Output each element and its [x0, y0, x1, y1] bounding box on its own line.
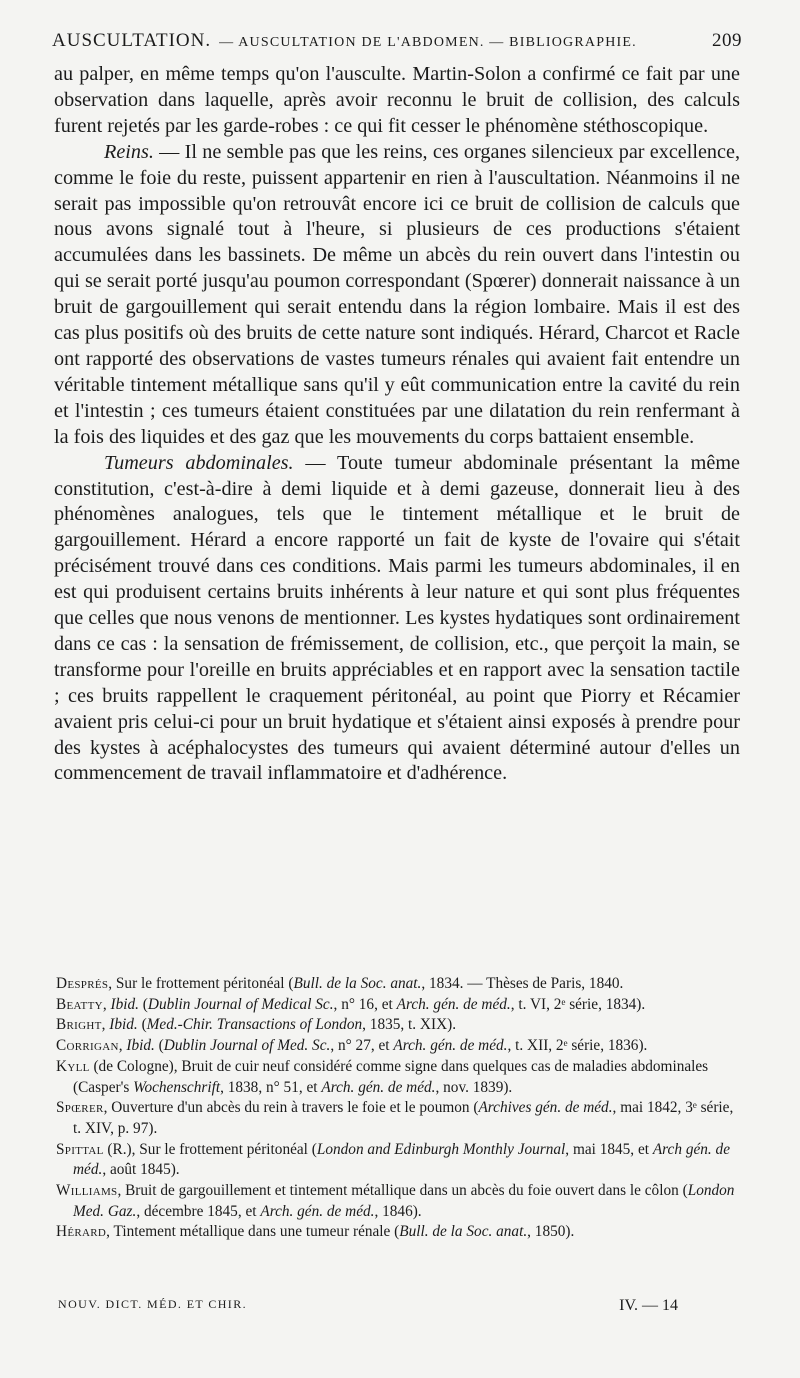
bibliography — [56, 974, 740, 1243]
paragraph-tumeurs-text: — Toute tumeur abdominale présentant la même constitution, c'est-à-dire à demi liquide et à demi gazeuse, donnerait lieu à des phénomènes analogues, tels que le tintement métallique et le bruit de gargouillement. Hérard a encore rapporté un fait de kyste de l'ovaire qui s'était précisément trouvé dans ces conditions. Mais parmi les tumeurs abdominales, il en est qui produisent certains bruits inhérents à leur nature et qui sont plus fréquentes que celles que nous venons de mentionner. Les kystes hydatiques sont ordinairement dans ce cas : la sensation de frémissement, de collision, etc., que perçoit la main, se transforme pour l'oreille en bruits appréciables et en rapport avec la sensation tactile ; ces bruits rappellent le craquement péritonéal, au point que Piorry et Récamier avaient pris celui-ci pour un bruit hydatique et s'étaient ainsi exposés à prendre pour des kystes à acéphalocystes des tumeurs qui avaient déterminé autour d'elles un commencement de travail inflammatoire et d'adhérence. — [54, 451, 740, 785]
paragraph-tumeurs — [54, 451, 740, 788]
paragraph-reins — [54, 140, 740, 451]
bib-entry: Corrigan, Ibid. (Dublin Journal of Med. Sc., n° 27, et Arch. gén. de méd., t. XII, 2ᵉ série, 1836). — [56, 1037, 648, 1055]
bib-entry: Williams, Bruit de gargouillement et tintement métallique dans un abcès du foie ouvert dans le côlon (London Med. Gaz., décembre 1845, et Arch. gén. de méd., 1846). — [56, 1182, 735, 1220]
bib-entry: Kyll (de Cologne), Bruit de cuir neuf considéré comme signe dans quelques cas de maladies abdominales (Casper's Wochenschrift, 1838, n° 51, et Arch. gén. de méd., nov. 1839). — [56, 1057, 709, 1096]
bib-entry: Després, Sur le frottement péritonéal (Bull. de la Soc. anat., 1834. — Thèses de Paris, 1840. — [56, 975, 624, 992]
body-text — [54, 62, 740, 787]
signature-left: NOUV. DICT. MÉD. ET CHIR. — [58, 1297, 248, 1311]
bib-entry: Hérard, Tintement métallique dans une tumeur rénale (Bull. de la Soc. anat., 1850). — [56, 1223, 575, 1241]
signature-right: IV. — 14 — [619, 1297, 678, 1314]
header-title-sub: — AUSCULTATION DE L'ABDOMEN. — BIBLIOGRAPHIE. — [219, 35, 637, 50]
paragraph-reins-text: — Il ne semble pas que les reins, ces organes silencieux par excellence, comme le foie du reste, puissent appartenir en rien à l'auscultation. Néanmoins il ne serait pas impossible qu'on retrouvât encore ici ce bruit de collision de calculs que nous avons signalé tout à l'heure, si plusieurs de ces productions s'étaient accumulées dans les bassinets. De même un abcès du rein ouvert dans l'intestin ou qui se serait porté jusqu'au poumon correspondant (Spœrer) donnerait naissance à un bruit de gargouillement qui serait entendu dans la région lombaire. Mais il est des cas plus positifs où des bruits de cette nature sont indiqués. Hérard, Charcot et Racle ont rapporté des observations de vastes tumeurs rénales qui avaient fait entendre un véritable tintement métallique sans qu'il y eût communication entre la cavité du rein et l'intestin ; ces tumeurs étaient constituées par une dilatation du rein renfermant à la fois des liquides et des gaz que les mouvements du corps battaient ensemble. — [54, 140, 740, 448]
bib-entry: Bright, Ibid. (Med.-Chir. Transactions of London, 1835, t. XIX). — [56, 1016, 457, 1034]
header-title-main: AUSCULTATION. — [52, 30, 212, 51]
running-header — [52, 30, 742, 52]
printer-signature — [58, 1297, 678, 1315]
section-heading-reins: Reins. — [104, 140, 154, 163]
bib-entry: Spittal (R.), Sur le frottement péritonéal (London and Edinburgh Monthly Journal, mai 1845, et Arch gén. de méd., août 1845). — [56, 1140, 730, 1179]
header-title — [52, 30, 637, 52]
paragraph-continuation: au palper, en même temps qu'on l'ausculte. Martin-Solon a confirmé ce fait par une observation dans laquelle, après avoir reconnu le bruit de collision, des calculs furent rejetés par les garde-robes : ce qui fit cesser le phénomène stéthoscopique. — [54, 63, 740, 137]
bib-entry: Spœrer, Ouverture d'un abcès du rein à travers le foie et le poumon (Archives gén. de méd., mai 1842, 3ᵉ série, t. XIV, p. 97). — [56, 1099, 734, 1137]
page-number: 209 — [712, 30, 742, 51]
bib-entry: Beatty, Ibid. (Dublin Journal of Medical Sc., n° 16, et Arch. gén. de méd., t. VI, 2ᵉ série, 1834). — [56, 995, 646, 1013]
section-heading-tumeurs: Tumeurs abdominales. — [104, 451, 294, 474]
